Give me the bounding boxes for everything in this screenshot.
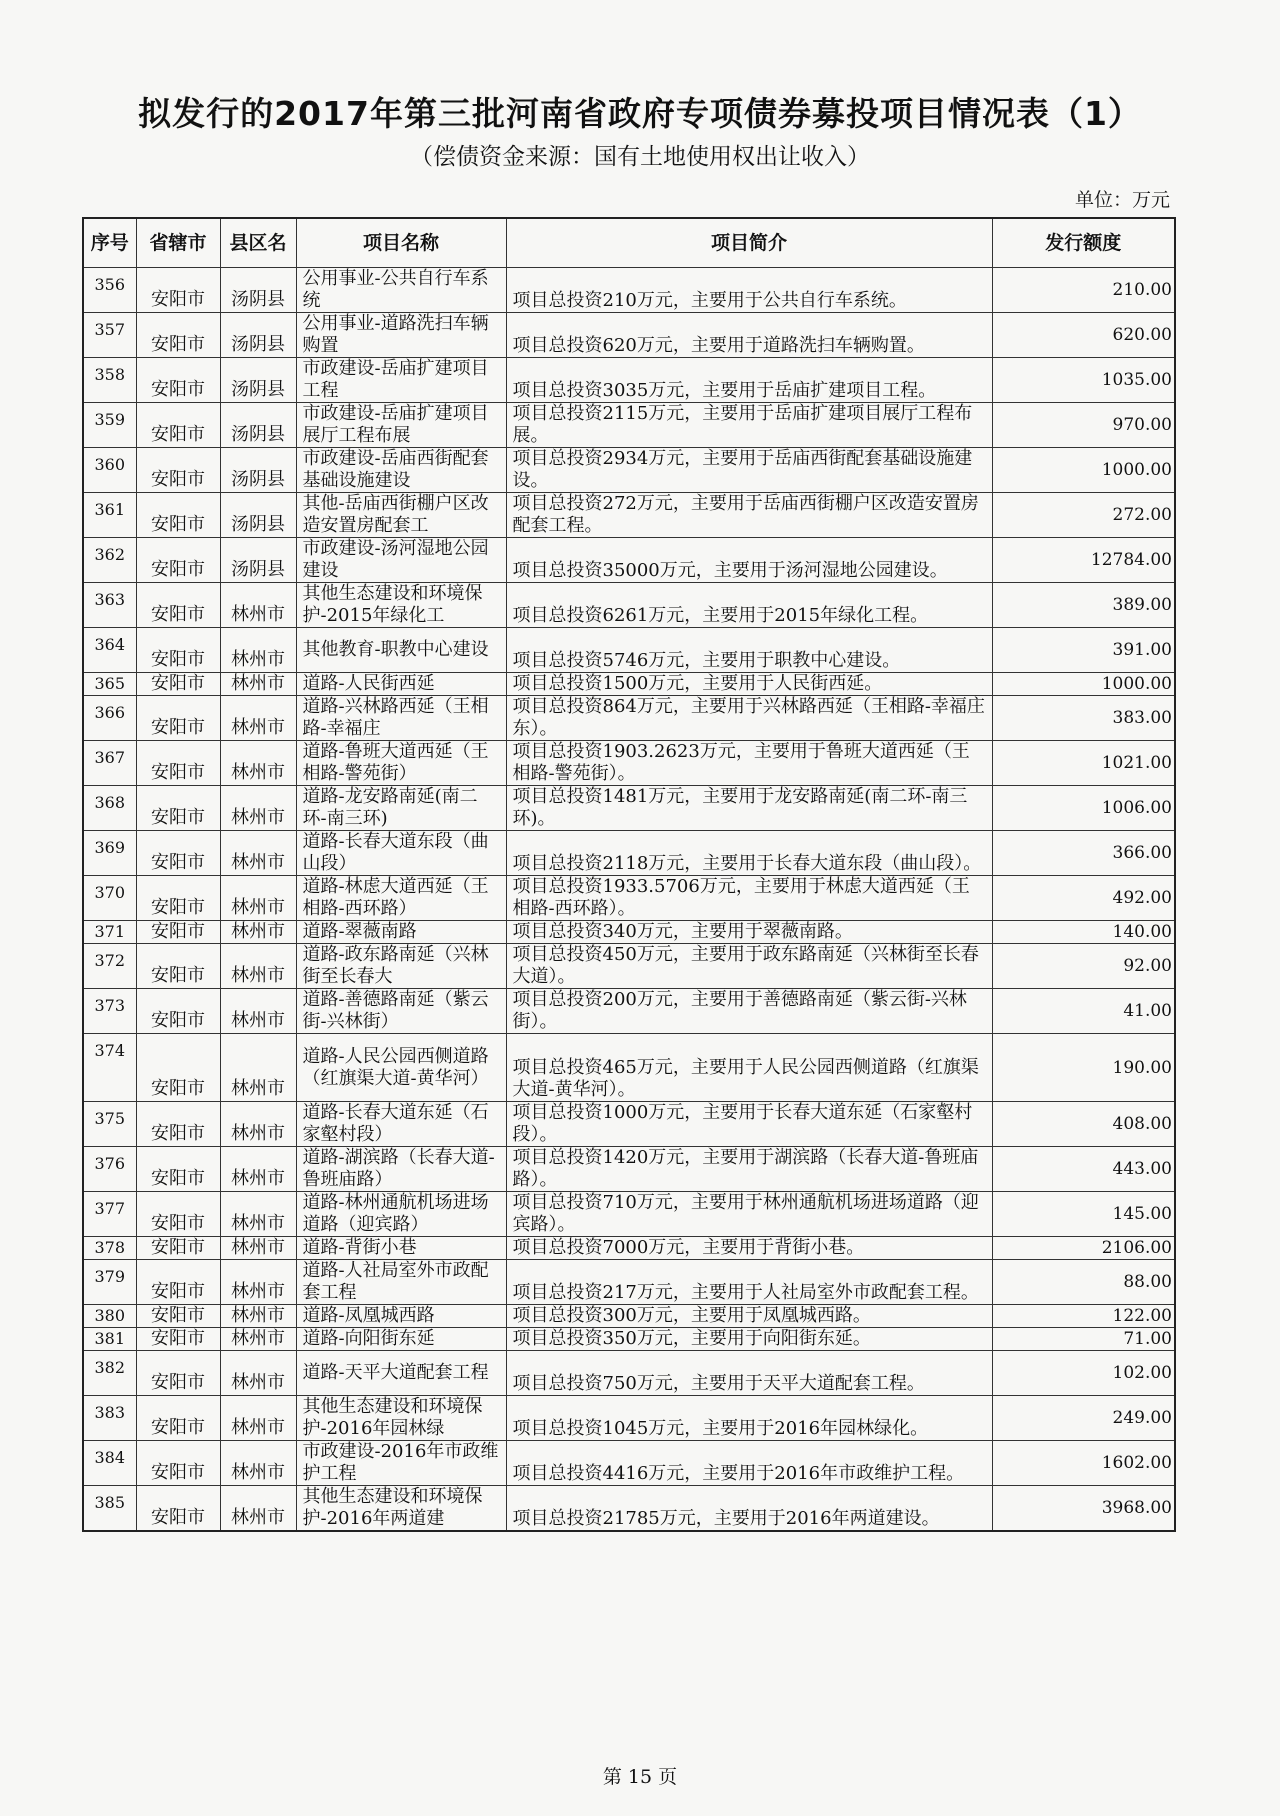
table-row	[83, 673, 1175, 696]
header-project-desc: 项目简介	[506, 218, 992, 268]
row-project-desc: 项目总投资217万元，主要用于人社局室外市政配套工程。	[506, 1260, 992, 1305]
row-seq: 380	[83, 1305, 136, 1328]
row-project-name: 道路-人民街西延	[296, 673, 506, 696]
row-seq: 363	[83, 583, 136, 628]
row-city: 安阳市	[136, 268, 220, 313]
row-seq: 375	[83, 1102, 136, 1147]
row-project-desc: 项目总投资6261万元，主要用于2015年绿化工程。	[506, 583, 992, 628]
row-project-desc: 项目总投资210万元，主要用于公共自行车系统。	[506, 268, 992, 313]
table-row	[83, 944, 1175, 989]
table-row	[83, 1351, 1175, 1396]
row-county: 林州市	[220, 831, 296, 876]
header-county: 县区名	[220, 218, 296, 268]
row-seq: 367	[83, 741, 136, 786]
row-county: 汤阴县	[220, 403, 296, 448]
row-project-name: 道路-背街小巷	[296, 1237, 506, 1260]
row-project-desc: 项目总投资3035万元，主要用于岳庙扩建项目工程。	[506, 358, 992, 403]
row-county: 林州市	[220, 1102, 296, 1147]
table-row	[83, 1237, 1175, 1260]
row-county: 林州市	[220, 1351, 296, 1396]
row-county: 林州市	[220, 673, 296, 696]
row-amount: 88.00	[992, 1260, 1175, 1305]
row-city: 安阳市	[136, 628, 220, 673]
row-project-desc: 项目总投资340万元，主要用于翠薇南路。	[506, 921, 992, 944]
row-project-desc: 项目总投资2115万元，主要用于岳庙扩建项目展厅工程布展。	[506, 403, 992, 448]
row-project-desc: 项目总投资1481万元，主要用于龙安路南延(南二环-南三环)。	[506, 786, 992, 831]
table-row	[83, 403, 1175, 448]
table-row	[83, 921, 1175, 944]
row-project-name: 市政建设-岳庙西街配套基础设施建设	[296, 448, 506, 493]
row-city: 安阳市	[136, 1486, 220, 1532]
table-row	[83, 448, 1175, 493]
row-city: 安阳市	[136, 313, 220, 358]
row-city: 安阳市	[136, 673, 220, 696]
row-seq: 368	[83, 786, 136, 831]
row-amount: 1000.00	[992, 673, 1175, 696]
row-city: 安阳市	[136, 1305, 220, 1328]
row-amount: 1035.00	[992, 358, 1175, 403]
row-project-desc: 项目总投资200万元，主要用于善德路南延（紫云街-兴林街）。	[506, 989, 992, 1034]
row-city: 安阳市	[136, 538, 220, 583]
row-project-name: 道路-兴林路西延（王相路-幸福庄	[296, 696, 506, 741]
table-row	[83, 786, 1175, 831]
row-amount: 1021.00	[992, 741, 1175, 786]
project-table	[82, 217, 1176, 1532]
row-project-desc: 项目总投资750万元，主要用于天平大道配套工程。	[506, 1351, 992, 1396]
row-city: 安阳市	[136, 448, 220, 493]
row-project-name: 其他生态建设和环境保护-2016年两道建	[296, 1486, 506, 1532]
row-seq: 372	[83, 944, 136, 989]
row-seq: 361	[83, 493, 136, 538]
row-county: 林州市	[220, 1305, 296, 1328]
row-project-name: 公用事业-道路洗扫车辆购置	[296, 313, 506, 358]
row-amount: 102.00	[992, 1351, 1175, 1396]
header-amount: 发行额度	[992, 218, 1175, 268]
row-seq: 373	[83, 989, 136, 1034]
row-project-desc: 项目总投资2118万元，主要用于长春大道东段（曲山段）。	[506, 831, 992, 876]
row-county: 汤阴县	[220, 538, 296, 583]
row-project-desc: 项目总投资1903.2623万元，主要用于鲁班大道西延（王相路-警苑街）。	[506, 741, 992, 786]
row-amount: 92.00	[992, 944, 1175, 989]
table-row	[83, 741, 1175, 786]
row-county: 林州市	[220, 1260, 296, 1305]
row-seq: 383	[83, 1396, 136, 1441]
row-project-desc: 项目总投资21785万元，主要用于2016年两道建设。	[506, 1486, 992, 1532]
row-project-name: 道路-鲁班大道西延（王相路-警苑街）	[296, 741, 506, 786]
row-project-name: 道路-翠薇南路	[296, 921, 506, 944]
row-seq: 369	[83, 831, 136, 876]
row-county: 林州市	[220, 1486, 296, 1532]
row-amount: 492.00	[992, 876, 1175, 921]
row-city: 安阳市	[136, 831, 220, 876]
row-seq: 356	[83, 268, 136, 313]
row-amount: 970.00	[992, 403, 1175, 448]
row-project-name: 其他生态建设和环境保护-2015年绿化工	[296, 583, 506, 628]
row-project-name: 市政建设-汤河湿地公园建设	[296, 538, 506, 583]
table-row	[83, 1305, 1175, 1328]
row-seq: 379	[83, 1260, 136, 1305]
table-row	[83, 313, 1175, 358]
row-city: 安阳市	[136, 696, 220, 741]
row-project-desc: 项目总投资1420万元，主要用于湖滨路（长春大道-鲁班庙路）。	[506, 1147, 992, 1192]
table-row	[83, 1192, 1175, 1237]
row-seq: 364	[83, 628, 136, 673]
table-row	[83, 583, 1175, 628]
row-county: 林州市	[220, 1441, 296, 1486]
row-seq: 359	[83, 403, 136, 448]
row-amount: 408.00	[992, 1102, 1175, 1147]
table-row	[83, 1260, 1175, 1305]
row-county: 林州市	[220, 628, 296, 673]
row-amount: 71.00	[992, 1328, 1175, 1351]
row-city: 安阳市	[136, 741, 220, 786]
row-county: 林州市	[220, 1192, 296, 1237]
row-county: 林州市	[220, 1328, 296, 1351]
table-row	[83, 1102, 1175, 1147]
row-city: 安阳市	[136, 989, 220, 1034]
row-city: 安阳市	[136, 1192, 220, 1237]
row-seq: 365	[83, 673, 136, 696]
row-project-name: 其他教育-职教中心建设	[296, 628, 506, 673]
row-city: 安阳市	[136, 583, 220, 628]
row-amount: 3968.00	[992, 1486, 1175, 1532]
row-city: 安阳市	[136, 944, 220, 989]
table-row	[83, 876, 1175, 921]
row-seq: 360	[83, 448, 136, 493]
row-county: 汤阴县	[220, 448, 296, 493]
row-project-desc: 项目总投资1933.5706万元，主要用于林虑大道西延（王相路-西环路）。	[506, 876, 992, 921]
row-project-desc: 项目总投资300万元，主要用于凤凰城西路。	[506, 1305, 992, 1328]
row-project-name: 道路-龙安路南延(南二环-南三环)	[296, 786, 506, 831]
row-amount: 190.00	[992, 1034, 1175, 1102]
header-project-name: 项目名称	[296, 218, 506, 268]
table-row	[83, 831, 1175, 876]
row-county: 汤阴县	[220, 358, 296, 403]
row-project-name: 其他-岳庙西街棚户区改造安置房配套工	[296, 493, 506, 538]
row-amount: 210.00	[992, 268, 1175, 313]
page-number: 第 15 页	[602, 1766, 678, 1788]
row-project-desc: 项目总投资1045万元，主要用于2016年园林绿化。	[506, 1396, 992, 1441]
row-project-desc: 项目总投资2934万元，主要用于岳庙西街配套基础设施建设。	[506, 448, 992, 493]
row-city: 安阳市	[136, 876, 220, 921]
row-project-desc: 项目总投资350万元，主要用于向阳街东延。	[506, 1328, 992, 1351]
row-county: 林州市	[220, 921, 296, 944]
row-county: 林州市	[220, 876, 296, 921]
row-county: 林州市	[220, 944, 296, 989]
row-project-name: 道路-凤凰城西路	[296, 1305, 506, 1328]
table-row	[83, 1441, 1175, 1486]
row-city: 安阳市	[136, 1237, 220, 1260]
table-row	[83, 1147, 1175, 1192]
row-project-desc: 项目总投资620万元，主要用于道路洗扫车辆购置。	[506, 313, 992, 358]
row-seq: 374	[83, 1034, 136, 1102]
row-project-name: 道路-长春大道东段（曲山段）	[296, 831, 506, 876]
row-amount: 272.00	[992, 493, 1175, 538]
row-project-name: 市政建设-岳庙扩建项目工程	[296, 358, 506, 403]
row-project-name: 道路-人社局室外市政配套工程	[296, 1260, 506, 1305]
row-seq: 370	[83, 876, 136, 921]
row-project-desc: 项目总投资4416万元，主要用于2016年市政维护工程。	[506, 1441, 992, 1486]
row-amount: 145.00	[992, 1192, 1175, 1237]
row-project-name: 道路-善德路南延（紫云街-兴林街）	[296, 989, 506, 1034]
row-project-desc: 项目总投资465万元，主要用于人民公园西侧道路（红旗渠大道-黄华河）。	[506, 1034, 992, 1102]
row-project-desc: 项目总投资5746万元，主要用于职教中心建设。	[506, 628, 992, 673]
row-amount: 12784.00	[992, 538, 1175, 583]
row-seq: 381	[83, 1328, 136, 1351]
row-seq: 362	[83, 538, 136, 583]
table-row	[83, 358, 1175, 403]
row-project-desc: 项目总投资1500万元，主要用于人民街西延。	[506, 673, 992, 696]
row-seq: 366	[83, 696, 136, 741]
row-amount: 383.00	[992, 696, 1175, 741]
page-title: 拟发行的2017年第三批河南省政府专项债券募投项目情况表（1）	[138, 94, 1142, 133]
row-city: 安阳市	[136, 1441, 220, 1486]
header-city: 省辖市	[136, 218, 220, 268]
row-project-desc: 项目总投资7000万元，主要用于背街小巷。	[506, 1237, 992, 1260]
row-amount: 2106.00	[992, 1237, 1175, 1260]
row-city: 安阳市	[136, 1034, 220, 1102]
row-amount: 389.00	[992, 583, 1175, 628]
table-row	[83, 628, 1175, 673]
row-amount: 366.00	[992, 831, 1175, 876]
row-county: 林州市	[220, 786, 296, 831]
row-county: 林州市	[220, 1396, 296, 1441]
row-city: 安阳市	[136, 921, 220, 944]
row-city: 安阳市	[136, 786, 220, 831]
table-body	[83, 268, 1175, 1532]
row-city: 安阳市	[136, 493, 220, 538]
row-city: 安阳市	[136, 1147, 220, 1192]
row-seq: 376	[83, 1147, 136, 1192]
row-county: 林州市	[220, 583, 296, 628]
row-county: 林州市	[220, 1147, 296, 1192]
page-subtitle: （偿债资金来源：国有土地使用权出让收入）	[410, 144, 870, 170]
row-project-name: 道路-湖滨路（长春大道-鲁班庙路）	[296, 1147, 506, 1192]
row-county: 林州市	[220, 989, 296, 1034]
row-project-name: 道路-天平大道配套工程	[296, 1351, 506, 1396]
row-project-name: 道路-人民公园西侧道路（红旗渠大道-黄华河）	[296, 1034, 506, 1102]
row-city: 安阳市	[136, 1102, 220, 1147]
table-header-row	[83, 218, 1175, 268]
row-city: 安阳市	[136, 403, 220, 448]
row-amount: 1006.00	[992, 786, 1175, 831]
row-project-desc: 项目总投资710万元，主要用于林州通航机场进场道路（迎宾路）。	[506, 1192, 992, 1237]
row-project-name: 市政建设-岳庙扩建项目展厅工程布展	[296, 403, 506, 448]
row-project-name: 道路-林州通航机场进场道路（迎宾路）	[296, 1192, 506, 1237]
row-amount: 620.00	[992, 313, 1175, 358]
row-city: 安阳市	[136, 1260, 220, 1305]
row-county: 汤阴县	[220, 493, 296, 538]
table-row	[83, 493, 1175, 538]
row-county: 汤阴县	[220, 313, 296, 358]
row-project-name: 道路-林虑大道西延（王相路-西环路）	[296, 876, 506, 921]
row-amount: 41.00	[992, 989, 1175, 1034]
row-amount: 391.00	[992, 628, 1175, 673]
table-row	[83, 1486, 1175, 1532]
table-row	[83, 989, 1175, 1034]
row-amount: 122.00	[992, 1305, 1175, 1328]
row-project-name: 道路-政东路南延（兴林街至长春大	[296, 944, 506, 989]
row-city: 安阳市	[136, 358, 220, 403]
table-row	[83, 696, 1175, 741]
row-county: 汤阴县	[220, 268, 296, 313]
row-city: 安阳市	[136, 1351, 220, 1396]
row-seq: 377	[83, 1192, 136, 1237]
table-row	[83, 268, 1175, 313]
row-amount: 1000.00	[992, 448, 1175, 493]
table-row	[83, 538, 1175, 583]
row-project-name: 市政建设-2016年市政维护工程	[296, 1441, 506, 1486]
row-city: 安阳市	[136, 1328, 220, 1351]
table-row	[83, 1328, 1175, 1351]
row-county: 林州市	[220, 1034, 296, 1102]
row-amount: 249.00	[992, 1396, 1175, 1441]
row-seq: 378	[83, 1237, 136, 1260]
unit-label: 单位：万元	[1074, 189, 1170, 211]
row-county: 林州市	[220, 741, 296, 786]
row-amount: 1602.00	[992, 1441, 1175, 1486]
row-project-desc: 项目总投资864万元，主要用于兴林路西延（王相路-幸福庄东）。	[506, 696, 992, 741]
row-county: 林州市	[220, 1237, 296, 1260]
row-city: 安阳市	[136, 1396, 220, 1441]
row-project-desc: 项目总投资450万元，主要用于政东路南延（兴林街至长春大道）。	[506, 944, 992, 989]
row-project-desc: 项目总投资1000万元，主要用于长春大道东延（石家壑村段）。	[506, 1102, 992, 1147]
row-project-name: 道路-向阳街东延	[296, 1328, 506, 1351]
row-seq: 358	[83, 358, 136, 403]
table-row	[83, 1396, 1175, 1441]
row-seq: 382	[83, 1351, 136, 1396]
table-row	[83, 1034, 1175, 1102]
row-county: 林州市	[220, 696, 296, 741]
row-project-desc: 项目总投资35000万元，主要用于汤河湿地公园建设。	[506, 538, 992, 583]
row-amount: 140.00	[992, 921, 1175, 944]
row-seq: 384	[83, 1441, 136, 1486]
row-project-desc: 项目总投资272万元，主要用于岳庙西街棚户区改造安置房配套工程。	[506, 493, 992, 538]
row-project-name: 道路-长春大道东延（石家壑村段）	[296, 1102, 506, 1147]
header-seq: 序号	[83, 218, 136, 268]
row-project-name: 公用事业-公共自行车系统	[296, 268, 506, 313]
row-seq: 371	[83, 921, 136, 944]
row-seq: 357	[83, 313, 136, 358]
row-seq: 385	[83, 1486, 136, 1532]
row-project-name: 其他生态建设和环境保护-2016年园林绿	[296, 1396, 506, 1441]
row-amount: 443.00	[992, 1147, 1175, 1192]
